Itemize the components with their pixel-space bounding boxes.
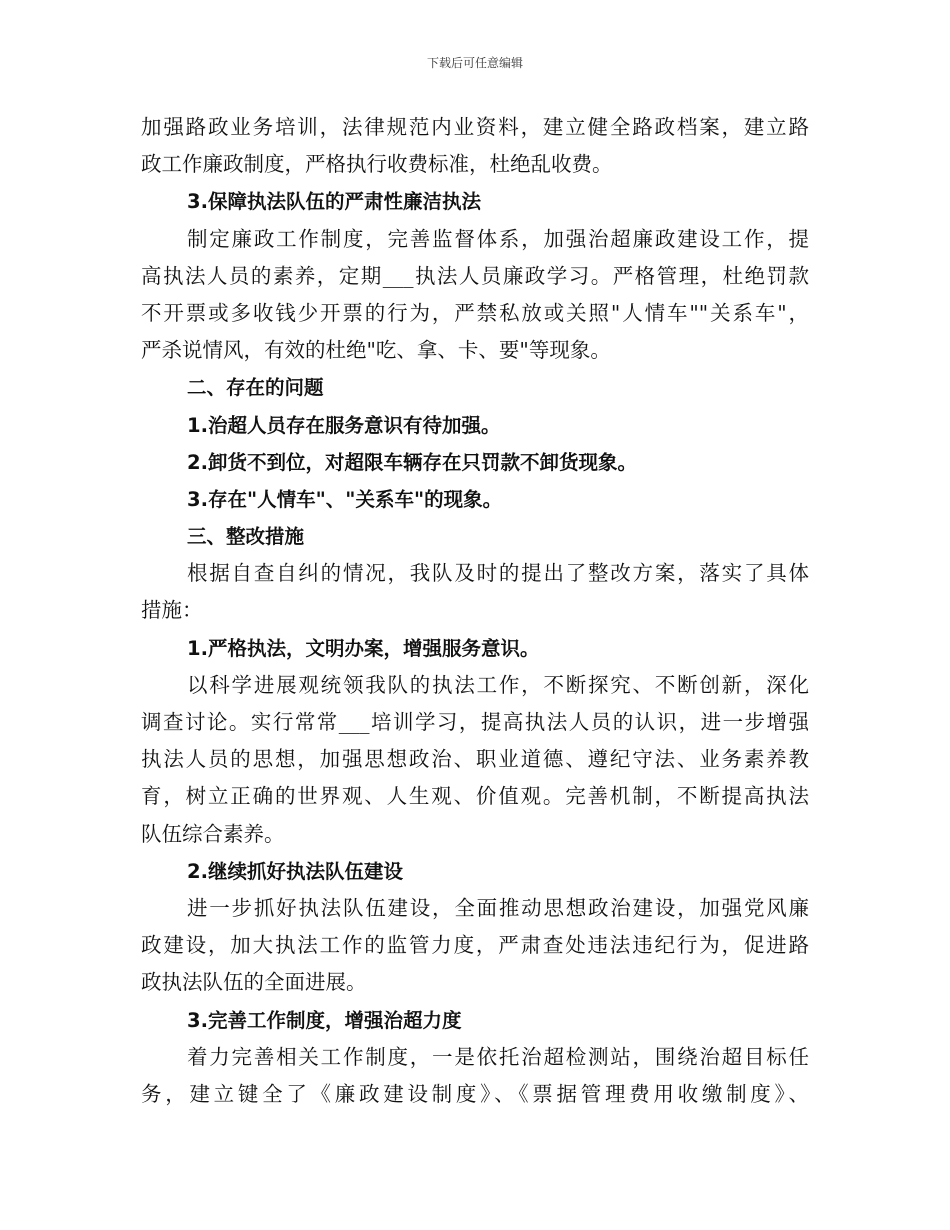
paragraph-line: 政执法队伍的全面进展。 [141,970,367,995]
section-heading: 3.完善工作制度，增强治超力度 [187,1008,462,1032]
paragraph-line: 措施： [141,598,203,623]
paragraph-line: 进一步抓好执法队伍建设，全面推动思想政治建设，加强党风廉 [187,895,809,920]
paragraph-line: 制定廉政工作制度，完善监督体系，加强治超廉政建设工作，提 [187,226,809,251]
paragraph-line: 加强路政业务培训，法律规范内业资料，建立健全路政档案，建立路 [141,115,809,139]
paragraph-line: 执法人员的思想，加强思想政治、职业道德、遵纪守法、业务素养教 [141,747,809,772]
page-header: 下载后可任意编辑 [426,56,523,70]
paragraph-line: 着力完善相关工作制度，一是依托治超检测站，围绕治超目标任 [187,1044,809,1069]
section-heading: 2.卸货不到位，对超限车辆存在只罚款不卸货现象。 [187,450,637,474]
document-body [141,109,809,1113]
paragraph-line: 不开票或多收钱少开票的行为，严禁私放或关照"人情车""关系车"， [141,300,809,325]
paragraph-line: 高执法人员的素养，定期___执法人员廉政学习。严格管理，杜绝罚款 [141,263,809,288]
section-heading: 2.继续抓好执法队伍建设 [187,859,403,883]
paragraph-line: 以科学进展观统领我队的执法工作，不断探究、不断创新，深化 [187,672,809,697]
section-heading: 3.保障执法队伍的严肃性廉洁执法 [187,190,481,214]
section-heading: 三、整改措施 [187,525,305,549]
paragraph-line: 调查讨论。实行常常___培训学习，提高执法人员的认识，进一步增强 [141,710,809,734]
section-heading: 1.治超人员存在服务意识有待加强。 [187,413,501,437]
section-heading: 3.存在"人情车"、"关系车"的现象。 [187,487,503,511]
paragraph-line: 严杀说情风，有效的杜绝"吃、拿、卡、要"等现象。 [141,338,611,363]
paragraph-line: 政工作廉政制度，严格执行收费标准，杜绝乱收费。 [141,152,613,177]
paragraph-line: 政建设，加大执法工作的监管力度，严肃查处违法违纪行为，促进路 [141,933,809,958]
paragraph-line: 根据自查自纠的情况，我队及时的提出了整改方案，落实了具体 [187,561,809,586]
section-heading: 二、存在的问题 [187,376,324,400]
section-heading: 1.严格执法，文明办案，增强服务意识。 [187,636,540,660]
paragraph-line: 队伍综合素养。 [141,821,285,846]
paragraph-line: 务，建立键全了《廉政建设制度》、《票据管理费用收缴制度》、 [141,1081,809,1106]
paragraph-line: 育，树立正确的世界观、人生观、价值观。完善机制，不断提高执法 [141,784,809,809]
